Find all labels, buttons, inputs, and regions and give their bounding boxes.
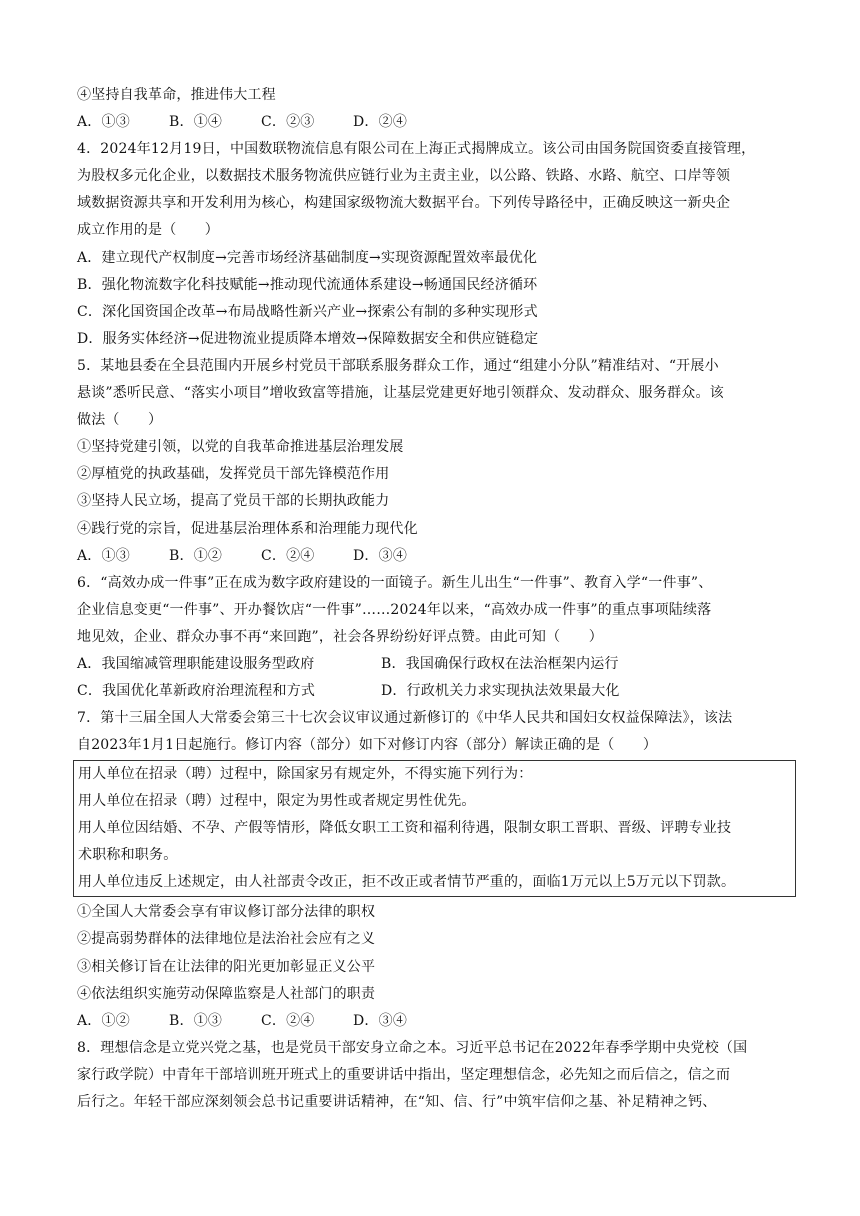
q4-stem-line: 为股权多元化企业，以数据技术服务物流供应链行业为主责主业，以公路、铁路、水路、航空、口岸等领 [77, 168, 731, 185]
q4-stem-line: 域数据资源共享和开发利用为核心，构建国家级物流大数据平台。下列传导路径中，正确反映这一新央企 [77, 195, 731, 212]
q6-options-row-1 [77, 651, 792, 678]
q5-options [77, 543, 792, 570]
question-4 [77, 136, 792, 353]
q3-option-d: D．②④ [353, 114, 408, 131]
q3-option-b: B．①④ [169, 114, 223, 131]
q5-stem-line: 做法（ ） [77, 412, 163, 429]
q8-stem-line: 家行政学院）中青年干部培训班开班式上的重要讲话中指出，坚定理想信念，必先知之而后信之，信之而 [77, 1066, 731, 1083]
q4-stem-line: 4．2024年12月19日，中国数联物流信息有限公司在上海正式揭牌成立。该公司由国务院国资委直接管理， [77, 141, 756, 158]
q3-option-a: A．①③ [77, 114, 130, 131]
q7-option-c: C．②④ [261, 1012, 315, 1029]
question-5 [77, 353, 792, 570]
q7-option-d: D．③④ [353, 1012, 408, 1029]
q6-options-row-2 [77, 678, 792, 705]
q5-item-2: ②厚植党的执政基础，发挥党员干部先锋模范作用 [77, 466, 390, 483]
q4-option-b: B．强化物流数字化科技赋能→推动现代流通体系建设→畅通国民经济循环 [77, 276, 538, 293]
q6-option-c: C．我国优化革新政府治理流程和方式 [77, 683, 316, 700]
q4-option-c: C．深化国资国企改革→布局战略性新兴产业→探索公有制的多种实现形式 [77, 303, 538, 320]
q7-item-2: ②提高弱势群体的法律地位是法治社会应有之义 [77, 931, 376, 948]
q6-stem-line: 企业信息变更“一件事”、开办餐饮店“一件事”……2024年以来，“高效办成一件事”的重点事项陆续落 [77, 601, 712, 618]
exam-page [77, 82, 792, 1116]
q6-stem-line: 6．“高效办成一件事”正在成为数字政府建设的一面镜子。新生儿出生“一件事”、教育入学“一件事”、 [77, 574, 713, 591]
q5-item-3: ③坚持人民立场，提高了党员干部的长期执政能力 [77, 493, 390, 510]
q6-option-b: B．我国确保行政权在法治框架内运行 [381, 655, 619, 672]
q7-item-4: ④依法组织实施劳动保障监察是人社部门的职责 [77, 985, 376, 1002]
q4-option-d: D．服务实体经济→促进物流业提质降本增效→保障数据安全和供应链稳定 [77, 330, 539, 347]
q3-options [77, 109, 792, 136]
q4-option-a: A．建立现代产权制度→完善市场经济基础制度→实现资源配置效率最优化 [77, 249, 538, 266]
q8-stem-line: 8．理想信念是立党兴党之基，也是党员干部安身立命之本。习近平总书记在2022年春季学期中央党校（国 [77, 1039, 748, 1056]
q7-box-line: 用人单位因结婚、不孕、产假等情形，降低女职工工资和福利待遇，限制女职工晋职、晋级、评聘专业技 [78, 820, 732, 837]
q7-option-b: B．①③ [169, 1012, 223, 1029]
q8-stem-line: 后行之。年轻干部应深刻领会总书记重要讲话精神，在“知、信、行”中筑牢信仰之基、补足精神之钙、 [77, 1094, 717, 1110]
q7-box-line: 术职称和职务。 [78, 847, 178, 864]
q7-law-excerpt-box [73, 760, 796, 897]
q4-stem-line: 成立作用的是（ ） [77, 222, 219, 239]
question-6 [77, 570, 792, 705]
q7-stem-line: 自2023年1月1日起施行。修订内容（部分）如下对修订内容（部分）解读正确的是（ ） [77, 737, 658, 754]
q6-option-a: A．我国缩减管理职能建设服务型政府 [77, 655, 315, 672]
q7-option-a: A．①② [77, 1012, 130, 1029]
q5-option-c: C．②④ [261, 547, 315, 564]
q7-stem-line: 7．第十三届全国人大常委会第三十七次会议审议通过新修订的《中华人民共和国妇女权益保障法》，该法 [77, 710, 733, 727]
question-8 [77, 1035, 792, 1116]
q7-box-line: 用人单位违反上述规定，由人社部责令改正，拒不改正或者情节严重的，面临1万元以上5万元以下罚款。 [78, 874, 736, 891]
q6-stem-line: 地见效，企业、群众办事不再“来回跑”，社会各界纷纷好评点赞。由此可知（ ） [77, 628, 603, 645]
q3-item-4: ④坚持自我革命，推进伟大工程 [77, 87, 276, 103]
q7-options [77, 1008, 792, 1035]
q5-item-4: ④践行党的宗旨，促进基层治理体系和治理能力现代化 [77, 520, 418, 537]
q5-option-a: A．①③ [77, 547, 130, 564]
q7-box-line: 用人单位在招录（聘）过程中，除国家另有规定外，不得实施下列行为： [78, 766, 533, 783]
q7-item-1: ①全国人大常委会享有审议修订部分法律的职权 [77, 904, 376, 921]
q5-stem-line: 悬谈”悉听民意、“落实小项目”增收致富等措施，让基层党建更好地引领群众、发动群众、服务群众。该 [77, 385, 724, 402]
q5-stem-line: 5．某地县委在全县范围内开展乡村党员干部联系服务群众工作，通过“组建小分队”精准结对、“开展小 [77, 357, 719, 374]
q7-item-3: ③相关修订旨在让法律的阳光更加彰显正义公平 [77, 958, 376, 975]
q6-option-d: D．行政机关力求实现执法效果最大化 [381, 683, 620, 700]
q5-option-d: D．③④ [353, 547, 408, 564]
q7-box-line: 用人单位在招录（聘）过程中，限定为男性或者规定男性优先。 [78, 793, 476, 810]
q5-option-b: B．①② [169, 547, 223, 564]
question-7 [77, 705, 792, 1035]
q3-option-c: C．②③ [261, 114, 315, 131]
q5-item-1: ①坚持党建引领，以党的自我革命推进基层治理发展 [77, 439, 404, 456]
